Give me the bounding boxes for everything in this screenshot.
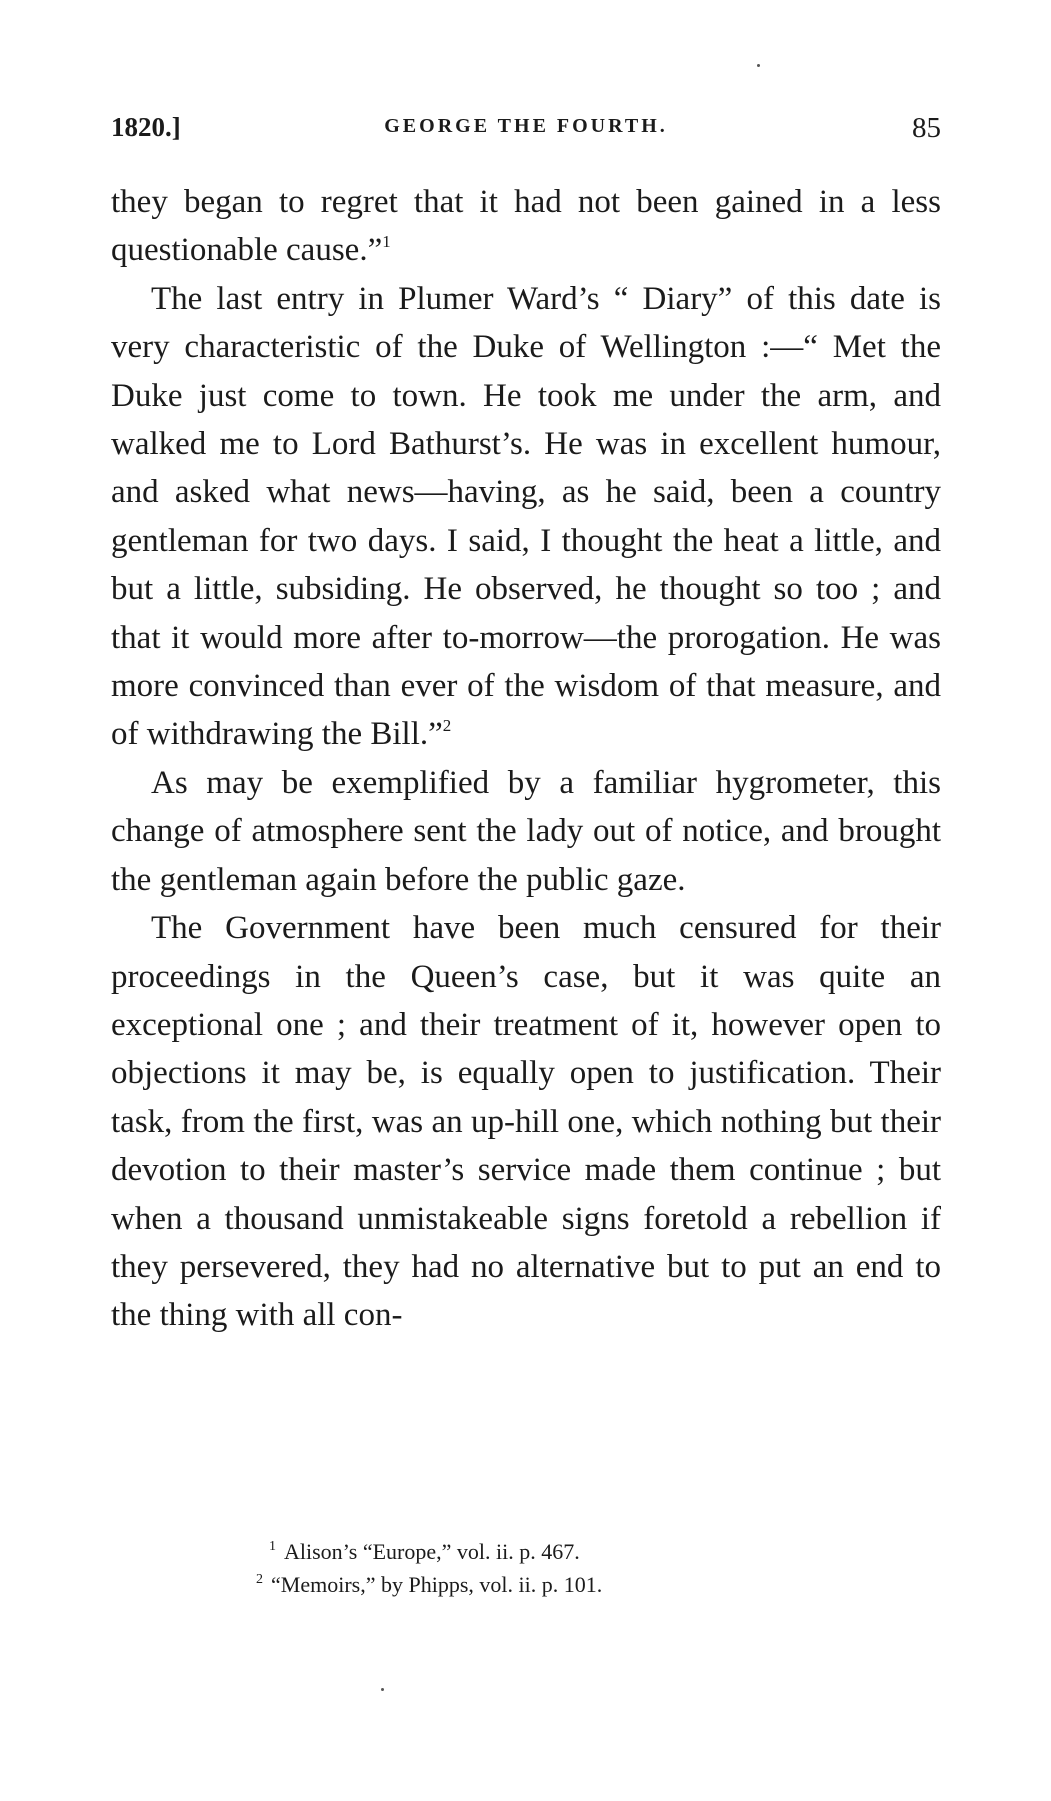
footnote-text: Alison’s “Europe,” vol. ii. p. 467. [284,1539,580,1564]
page-number: 85 [912,112,941,144]
paragraph-text: The last entry in Plumer Ward’s “ Diary” of this date is very characteristic of the Duke of Wellington :—“ Met the Duke just come to town. He took me under the arm, and walked me to Lord Bathurst’s. He was in excellent humour, and asked what news—having, as he said, been a country gentleman for two days. I said, I thought the heat a little, and but a little, subsiding. He observed, he thought so too ; and that it would more after to-morrow—the prorogation. He was more convinced than ever of the wisdom of that measure, and of withdrawing the Bill.” [111,280,941,753]
header-year: 1820.] [111,112,181,142]
footnote-reference: 1 [382,232,391,252]
paragraph-text: The Government have been much censured for their proceedings in the Queen’s case, but it was quite an exceptional one ; and their treatment of it, however open to objections it may be, is equally open to justification. Their task, from the first, was an up-hill one, which nothing but their devotion to their master’s service made them continue ; but when a thousand unmistakeable signs foretold a rebellion if they persevered, they had no alternative but to put an end to the thing with all con- [111,910,941,1334]
footnote-mark: 1 [269,1539,276,1554]
paragraph-text: they began to regret that it had not been gained in a less questionable cause.” [111,184,941,269]
header-title: GEORGE THE FOURTH. [384,115,668,137]
paragraph [111,904,941,1340]
scan-speck [757,64,760,67]
running-head [111,112,941,152]
footnote-mark: 2 [256,1572,263,1587]
footnote [269,1536,580,1567]
footnote-text: “Memoirs,” by Phipps, vol. ii. p. 101. [271,1572,603,1597]
scan-speck [381,1688,384,1691]
footnote-reference: 2 [442,716,452,736]
body-text [111,178,941,1340]
paragraph [111,178,941,275]
paragraph-text: As may be exemplified by a familiar hygrometer, this change of atmosphere sent the lady out of notice, and brought the gentleman again before the public gaze. [111,764,941,898]
footnote [256,1569,602,1600]
paragraph [111,759,941,904]
paragraph [111,275,941,759]
